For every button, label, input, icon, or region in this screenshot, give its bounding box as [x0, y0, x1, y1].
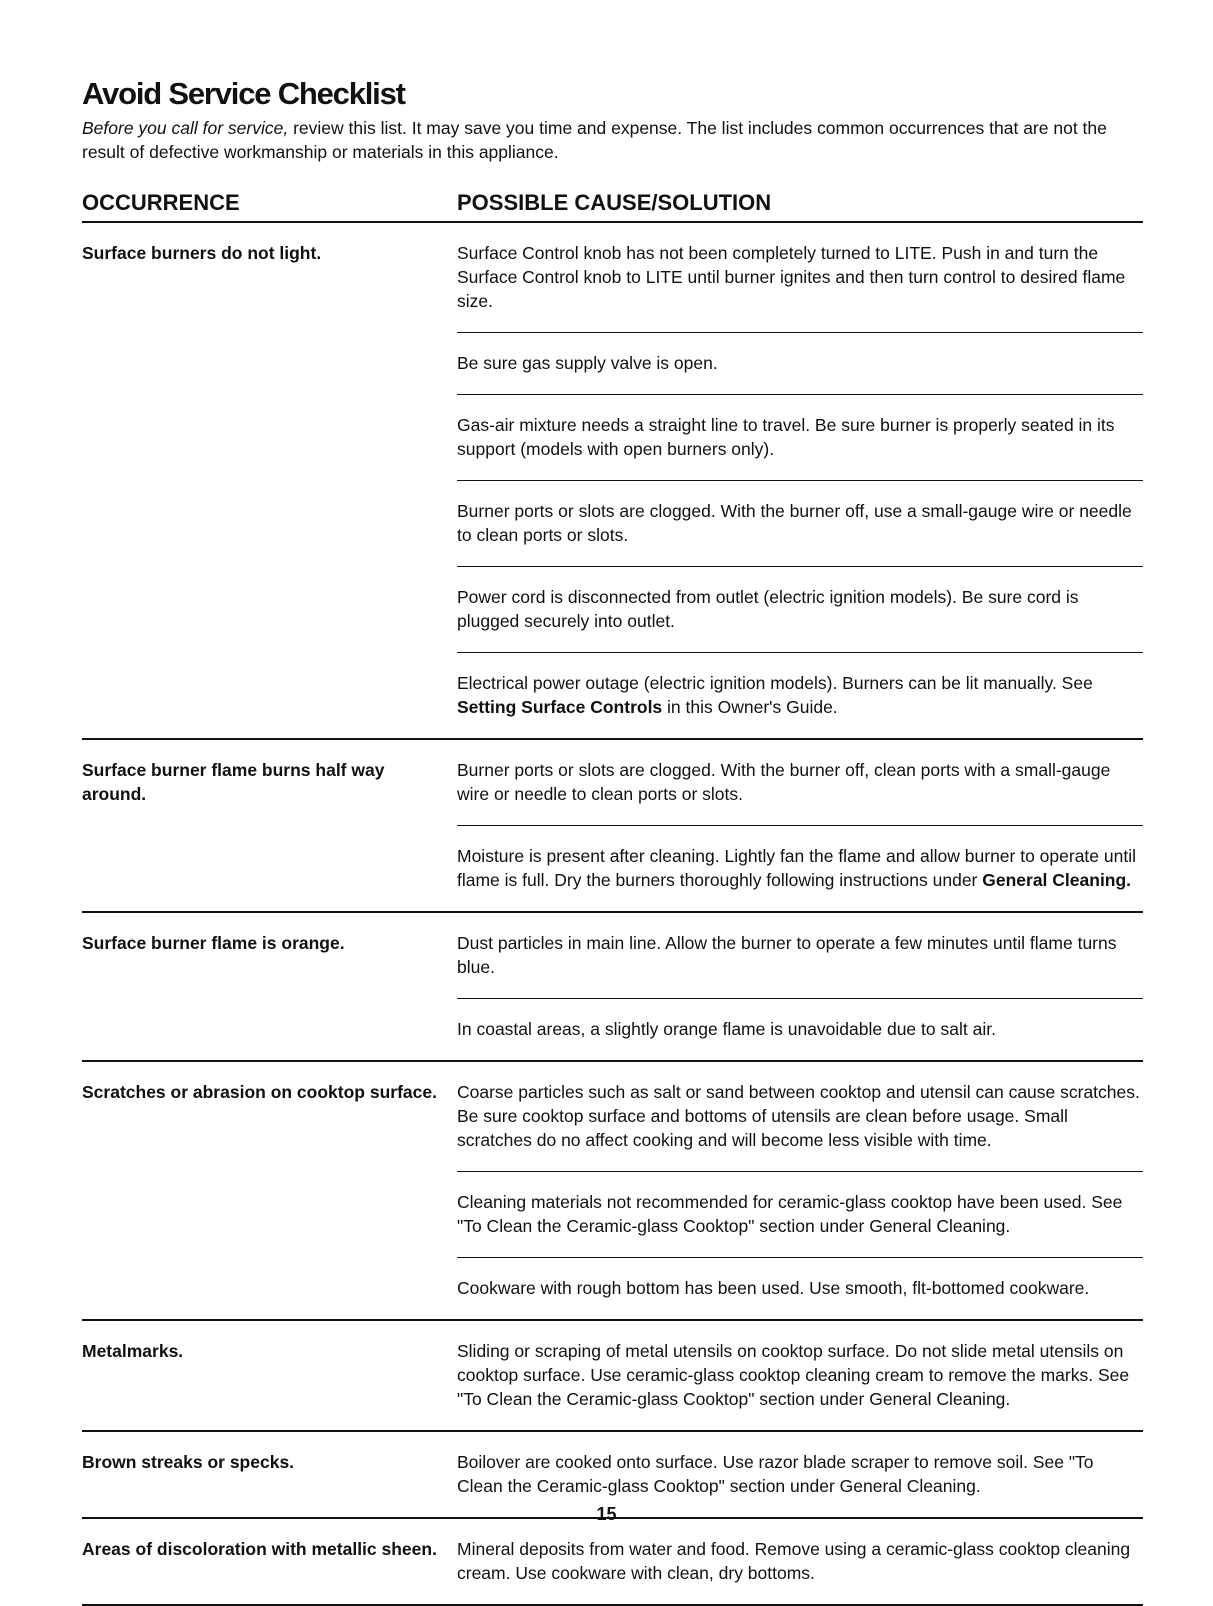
occurrence-text: Surface burners do not light.: [82, 243, 322, 263]
solution-item: [457, 566, 1143, 652]
solution-item: [457, 1519, 1143, 1604]
solution-list: [457, 740, 1143, 911]
page-number: 15: [596, 1504, 617, 1524]
intro-lead: Before you call for service,: [82, 118, 289, 138]
solution-list: [457, 1519, 1143, 1604]
solution-text: Be sure gas supply valve is open.: [457, 353, 718, 373]
occurrence-text: Scratches or abrasion on cooktop surface.: [82, 1082, 437, 1102]
solution-item: [457, 480, 1143, 566]
solution-reference: General Cleaning.: [982, 870, 1132, 890]
solution-text: Cleaning materials not recommended for ceramic-glass cooktop have been used. See "To Clean the Ceramic-glass Cooktop" section under General Cleaning.: [457, 1192, 1123, 1236]
occurrence-text: Metalmarks.: [82, 1341, 184, 1361]
solution-item: [457, 332, 1143, 394]
occurrence-text: Surface burner flame burns half way around.: [82, 760, 385, 804]
solution-item: [457, 825, 1143, 911]
checklist-table: [82, 223, 1143, 1606]
intro-paragraph: [82, 116, 1143, 164]
solution-item: [457, 652, 1143, 738]
solution-list: [457, 1321, 1143, 1430]
solution-list: [457, 223, 1143, 738]
solution-text: Boilover are cooked onto surface. Use razor blade scraper to remove soil. See "To Clean the Ceramic-glass Cooktop" section under General Cleaning.: [457, 1452, 1094, 1496]
solution-item: [457, 394, 1143, 480]
occurrence-text: Surface burner flame is orange.: [82, 933, 345, 953]
solution-text: Sliding or scraping of metal utensils on cooktop surface. Do not slide metal utensils on cooktop surface. Use ceramic-glass cooktop cleaning cream to remove the marks. See "To Clean the Ceramic-glass Cooktop" section under General Cleaning.: [457, 1341, 1130, 1409]
solution-item: [457, 998, 1143, 1060]
intro-text: review this list. It may save you time and expense. The list includes common occurrences that are not the result of defective workmanship or materials in this appliance.: [82, 118, 1107, 162]
occurrence-header: OCCURRENCE: [82, 190, 240, 215]
solution-header: POSSIBLE CAUSE/SOLUTION: [457, 190, 772, 215]
solution-item: [457, 1062, 1143, 1171]
solution-text: Burner ports or slots are clogged. With the burner off, use a small-gauge wire or needle to clean ports or slots.: [457, 501, 1132, 545]
solution-item: [457, 223, 1143, 332]
solution-item: [457, 1257, 1143, 1319]
solution-item: [457, 1321, 1143, 1430]
solution-text-end: in this Owner's Guide.: [662, 697, 838, 717]
solution-text: Moisture is present after cleaning. Lightly fan the flame and allow burner to operate until flame is full. Dry the burners thoroughly following instructions under: [457, 846, 1136, 890]
page-title: Avoid Service Checklist: [82, 76, 405, 111]
occurrence-row: [82, 1321, 1143, 1432]
solution-text: Electrical power outage (electric ignition models). Burners can be lit manually. See: [457, 673, 1093, 693]
solution-text: Cookware with rough bottom has been used. Use smooth, flt-bottomed cookware.: [457, 1278, 1090, 1298]
solution-item: [457, 740, 1143, 825]
solution-item: [457, 1171, 1143, 1257]
occurrence-row: [82, 913, 1143, 1062]
solution-text: Burner ports or slots are clogged. With the burner off, clean ports with a small-gauge wire or needle to clean ports or slots.: [457, 760, 1111, 804]
solution-item: [457, 913, 1143, 998]
solution-text: Power cord is disconnected from outlet (electric ignition models). Be sure cord is plugged securely into outlet.: [457, 587, 1079, 631]
solution-reference: Setting Surface Controls: [457, 697, 663, 717]
solution-text: Dust particles in main line. Allow the burner to operate a few minutes until flame turns blue.: [457, 933, 1117, 977]
occurrence-row: [82, 1062, 1143, 1321]
solution-list: [457, 913, 1143, 1060]
solution-list: [457, 1062, 1143, 1319]
solution-text: In coastal areas, a slightly orange flame is unavoidable due to salt air.: [457, 1019, 996, 1039]
solution-text: Mineral deposits from water and food. Remove using a ceramic-glass cooktop cleaning cream. Use cookware with clean, dry bottoms.: [457, 1539, 1131, 1583]
solution-text: Surface Control knob has not been completely turned to LITE. Push in and turn the Surface Control knob to LITE until burner ignites and then turn control to desired flame size.: [457, 243, 1126, 311]
occurrence-row: [82, 1519, 1143, 1606]
occurrence-text: Areas of discoloration with metallic sheen.: [82, 1539, 437, 1559]
occurrence-row: [82, 740, 1143, 913]
checklist-page: [82, 74, 1143, 1606]
solution-text: Gas-air mixture needs a straight line to travel. Be sure burner is properly seated in its support (models with open burners only).: [457, 415, 1115, 459]
occurrence-text: Brown streaks or specks.: [82, 1452, 295, 1472]
occurrence-row: [82, 223, 1143, 740]
column-headers: [82, 189, 1143, 223]
solution-text: Coarse particles such as salt or sand between cooktop and utensil can cause scratches. Be sure cooktop surface and bottoms of utensils are clean before usage. Small scratches do no affect cooking and will become less visible with time.: [457, 1082, 1140, 1150]
